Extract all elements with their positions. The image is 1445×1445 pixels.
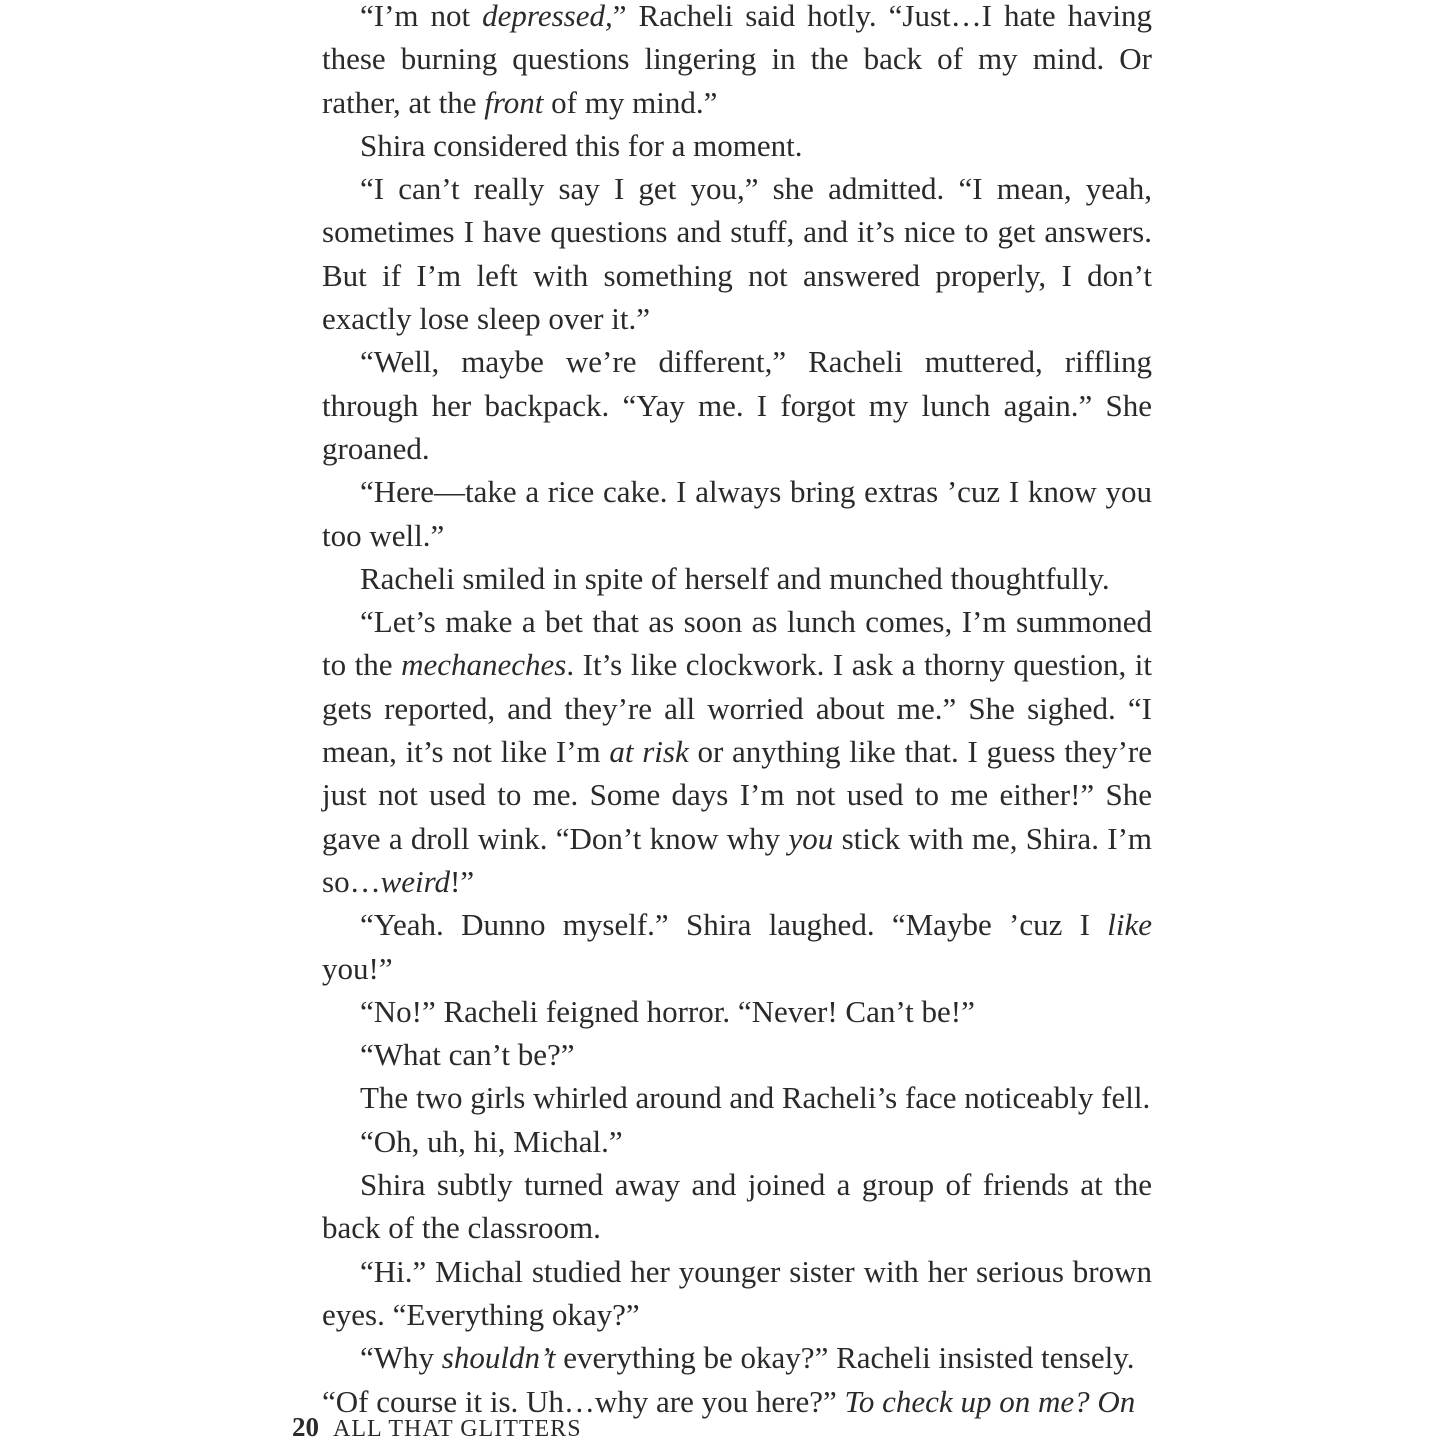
text-run: . It’s like clockwork. I ask a thorny question, it gets reported, and they’re all worried about me.” She sighed. “I mean, it’s not like I’m (322, 647, 1152, 770)
text-run: “No!” Racheli feigned horror. “Never! Can’t be!” (360, 993, 975, 1029)
text-run: “I’m not (360, 0, 483, 33)
paragraph (322, 1076, 1152, 1119)
text-run: stick with me, Shira. I’m so… (322, 820, 1153, 899)
page-number: 20 (292, 1412, 319, 1442)
text-run: “Hi.” Michal studied her younger sister with her serious brown eyes. “Everything okay?” (322, 1253, 1152, 1332)
text-run: “Let’s make a bet that as soon as lunch comes, I’m summoned to the (322, 604, 1152, 683)
text-run: Racheli smiled in spite of herself and munched thoughtfully. (360, 560, 1110, 596)
paragraph (322, 124, 1152, 167)
text-run: “I can’t really say I get you,” she admitted. “I mean, yeah, sometimes I have questions and stuff, and it’s nice to get answers. But if I’m left with something not answered properly, I don’t exactly lose sleep over it.” (322, 171, 1152, 337)
text-run: “Here—take a rice cake. I always bring extras ’cuz I know you too well.” (322, 474, 1152, 553)
text-run: “What can’t be?” (360, 1037, 575, 1073)
text-run: “Oh, uh, hi, Michal.” (360, 1123, 623, 1159)
text-run: ” Racheli said hotly. “Just…I hate having these burning questions lingering in the back of my mind. Or rather, at the (322, 0, 1152, 120)
text-run: everything be okay?” Racheli insisted tensely. (555, 1340, 1135, 1376)
italic-text: at risk (609, 734, 689, 770)
italic-text: To check up on me? On (844, 1383, 1136, 1419)
text-run: “Well, maybe we’re different,” Racheli muttered, riffling through her backpack. “Yay me. I forgot my lunch again.” She groaned. (322, 344, 1152, 466)
text-run: Shira subtly turned away and joined a group of friends at the back of the classroom. (322, 1167, 1152, 1246)
italic-text: mechaneches (401, 647, 567, 683)
italic-text: shouldn’t (441, 1340, 556, 1376)
page-footer (292, 1412, 582, 1443)
paragraph (322, 340, 1152, 470)
text-run: “Of course it is. Uh…why are you here?” (322, 1383, 845, 1419)
body-text (322, 0, 1152, 1423)
text-run: “Why (360, 1340, 442, 1376)
text-run: Shira considered this for a moment. (360, 127, 803, 163)
italic-text: you (788, 820, 834, 856)
italic-text: weird (380, 863, 451, 899)
italic-text: like (1107, 907, 1152, 943)
text-run: you!” (322, 950, 393, 986)
paragraph (322, 1250, 1152, 1337)
paragraph (322, 990, 1152, 1033)
paragraph (322, 903, 1152, 990)
text-run: “Yeah. Dunno myself.” Shira laughed. “Maybe ’cuz I (360, 907, 1108, 943)
text-run: or anything like that. I guess they’re just not used to me. Some days I’m not used to me either!” She gave a droll wink. “Don’t know why (322, 734, 1152, 856)
text-run: The two girls whirled around and Racheli’s face noticeably fell. (360, 1080, 1151, 1116)
paragraph (322, 0, 1152, 124)
paragraph (322, 470, 1152, 557)
paragraph (322, 557, 1152, 600)
paragraph (322, 167, 1152, 340)
paragraph (322, 1163, 1152, 1250)
paragraph (322, 1033, 1152, 1076)
text-run: of my mind.” (543, 84, 718, 120)
paragraph (322, 1120, 1152, 1163)
italic-text: depressed, (482, 0, 613, 33)
text-run: !” (450, 863, 475, 899)
paragraph (322, 600, 1152, 903)
italic-text: front (484, 84, 544, 120)
paragraph (322, 1336, 1152, 1379)
running-head: ALL THAT GLITTERS (333, 1416, 582, 1442)
